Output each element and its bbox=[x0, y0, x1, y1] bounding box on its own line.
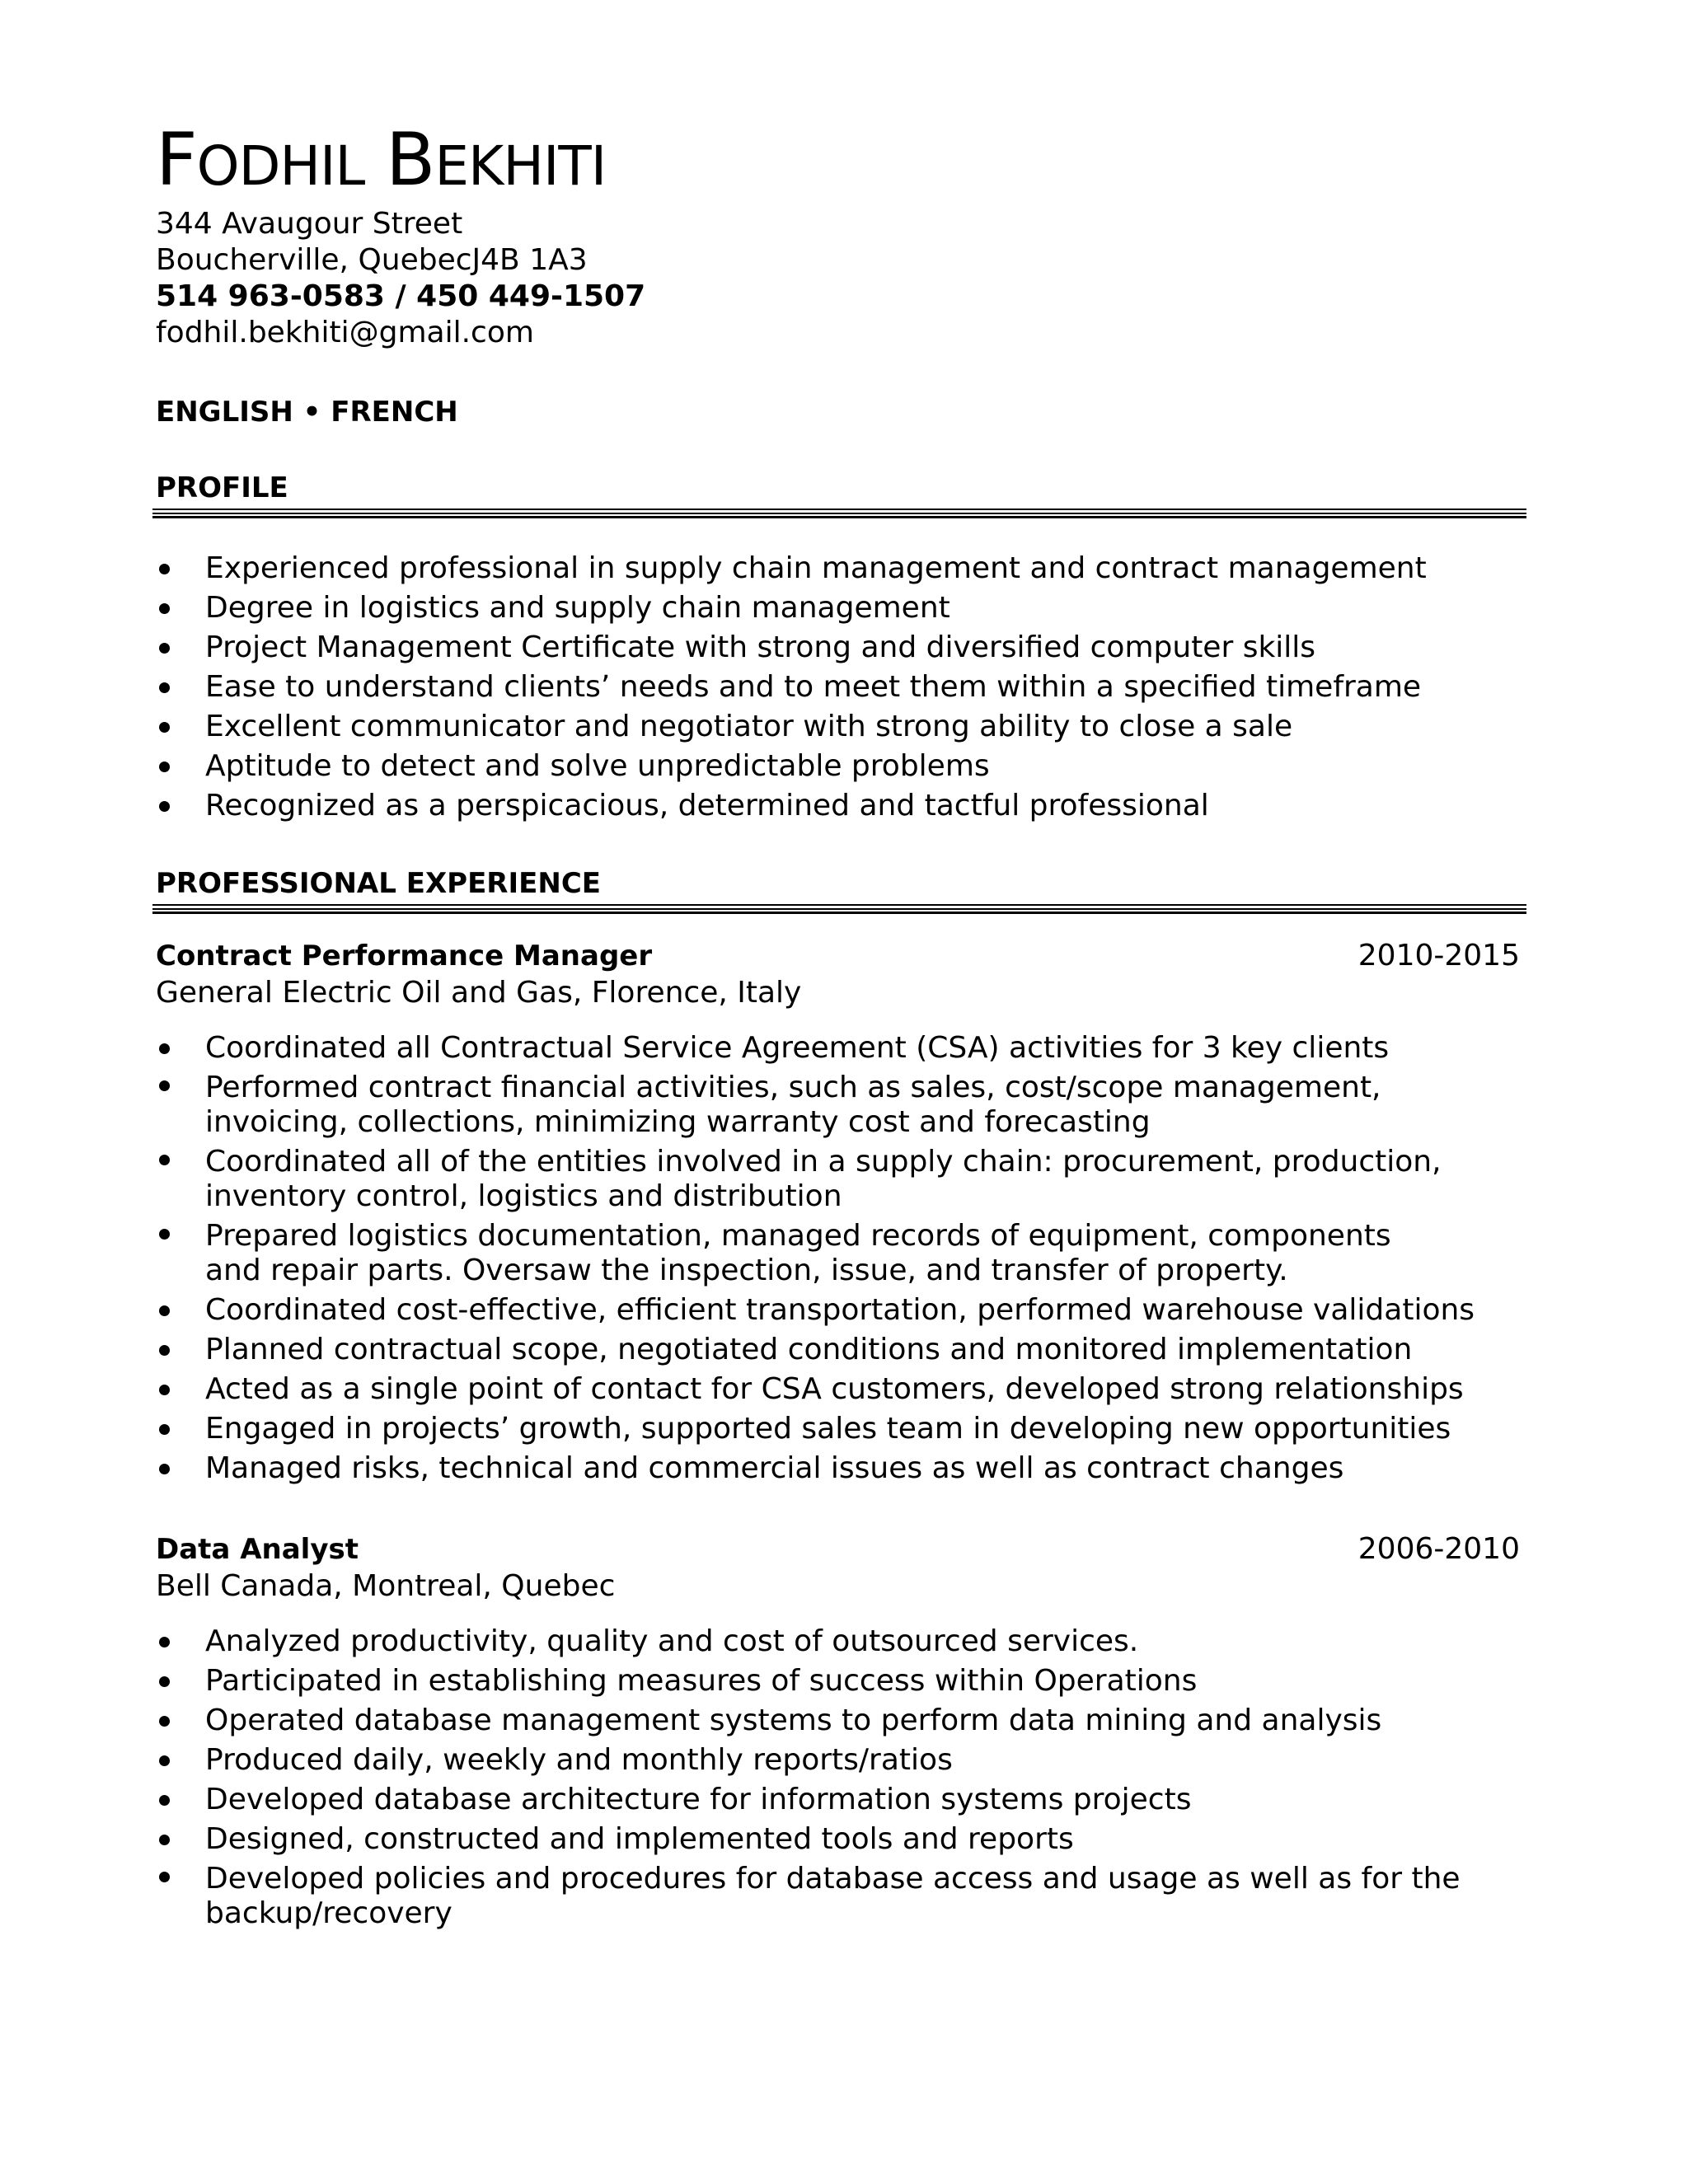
bullet-icon bbox=[159, 1305, 170, 1316]
bullet-icon bbox=[159, 1676, 170, 1687]
list-item bbox=[156, 1622, 1540, 1661]
list-item-text: Analyzed productivity, quality and cost of outsourced services. bbox=[205, 1624, 1139, 1658]
list-item-text: Developed policies and procedures for database access and usage as well as for the bbox=[205, 1862, 1461, 1896]
list-item bbox=[156, 1780, 1540, 1820]
bullet-icon bbox=[159, 1345, 170, 1356]
list-item-text: Recognized as a perspicacious, determined and tactful professional bbox=[205, 789, 1209, 823]
list-item bbox=[156, 588, 1540, 628]
list-item-text: Acted as a single point of contact for CSA customers, developed strong relationships bbox=[205, 1372, 1464, 1406]
phone-numbers: 514 963-0583 / 450 449-1507 bbox=[156, 279, 646, 313]
bullet-icon bbox=[159, 1637, 170, 1647]
bullet-icon bbox=[159, 1755, 170, 1766]
contact-block bbox=[156, 206, 645, 351]
list-item bbox=[156, 786, 1540, 826]
profile-list bbox=[156, 549, 1540, 826]
bullet-icon bbox=[159, 1872, 170, 1882]
bullet-icon bbox=[159, 1229, 170, 1240]
list-item-text: Participated in establishing measures of success within Operations bbox=[205, 1664, 1198, 1698]
bullet-icon bbox=[159, 722, 170, 733]
bullet-icon bbox=[159, 1043, 170, 1054]
list-item-text: Ease to understand clients’ needs and to meet them within a specified timeframe bbox=[205, 670, 1422, 704]
list-item-text: Developed database architecture for information systems projects bbox=[205, 1783, 1192, 1816]
list-item bbox=[156, 1701, 1540, 1741]
languages: ENGLISH • FRENCH bbox=[156, 396, 458, 429]
list-item bbox=[156, 1449, 1540, 1488]
list-item-text: Designed, constructed and implemented tools and reports bbox=[205, 1822, 1074, 1856]
experience-rule bbox=[152, 904, 1526, 914]
bullet-icon bbox=[159, 682, 170, 693]
list-item bbox=[156, 1330, 1540, 1370]
candidate-name bbox=[156, 117, 607, 202]
address-line-1: 344 Avaugour Street bbox=[156, 207, 463, 241]
job-dates: 2010-2015 bbox=[1357, 939, 1520, 972]
list-item-text: invoicing, collections, minimizing warranty cost and forecasting bbox=[205, 1105, 1151, 1139]
bullet-icon bbox=[159, 801, 170, 812]
job-title: Data Analyst bbox=[156, 1533, 359, 1566]
address-line-2: Boucherville, QuebecJ4B 1A3 bbox=[156, 243, 588, 277]
bullet-icon bbox=[159, 1424, 170, 1435]
bullet-icon bbox=[159, 564, 170, 574]
list-item-text: Project Management Certificate with strong and diversified computer skills bbox=[205, 630, 1316, 664]
list-item bbox=[156, 1142, 1540, 1216]
list-item-text: Excellent communicator and negotiator with strong ability to close a sale bbox=[205, 710, 1293, 743]
list-item bbox=[156, 1216, 1540, 1291]
job-company: Bell Canada, Montreal, Quebec bbox=[156, 1569, 616, 1603]
list-item bbox=[156, 1409, 1540, 1449]
email-address: fodhil.bekhiti@gmail.com bbox=[156, 316, 534, 349]
list-item-text: Engaged in projects’ growth, supported sales team in developing new opportunities bbox=[205, 1412, 1451, 1446]
list-item-text: Prepared logistics documentation, managed records of equipment, components bbox=[205, 1219, 1391, 1253]
list-item bbox=[156, 628, 1540, 668]
bullet-icon bbox=[159, 1080, 170, 1091]
bullet-icon bbox=[159, 1385, 170, 1395]
list-item bbox=[156, 1741, 1540, 1780]
list-item bbox=[156, 1370, 1540, 1409]
list-item bbox=[156, 1291, 1540, 1330]
list-item-text: Operated database management systems to perform data mining and analysis bbox=[205, 1704, 1382, 1737]
job-duties-list bbox=[156, 1029, 1540, 1488]
list-item-text: inventory control, logistics and distribution bbox=[205, 1179, 842, 1213]
profile-rule bbox=[152, 509, 1526, 518]
bullet-icon bbox=[159, 1795, 170, 1806]
list-item bbox=[156, 1859, 1540, 1933]
bullet-icon bbox=[159, 1155, 170, 1165]
bullet-icon bbox=[159, 1464, 170, 1474]
list-item-text: Coordinated cost-effective, efficient transportation, performed warehouse validations bbox=[205, 1293, 1475, 1327]
list-item-text: Experienced professional in supply chain management and contract management bbox=[205, 551, 1427, 585]
list-item bbox=[156, 1820, 1540, 1859]
bullet-icon bbox=[159, 603, 170, 614]
job-dates: 2006-2010 bbox=[1357, 1532, 1520, 1566]
list-item bbox=[156, 707, 1540, 747]
list-item-text: Coordinated all of the entities involved in a supply chain: procurement, production, bbox=[205, 1145, 1442, 1179]
name-last-rest: EKHITI bbox=[434, 134, 607, 198]
list-item bbox=[156, 549, 1540, 588]
bullet-icon bbox=[159, 643, 170, 654]
list-item-text: and repair parts. Oversaw the inspection, issue, and transfer of property. bbox=[205, 1254, 1288, 1287]
name-first-initial: F bbox=[156, 117, 197, 202]
list-item bbox=[156, 1661, 1540, 1701]
job-title: Contract Performance Manager bbox=[156, 940, 653, 972]
list-item-text: Produced daily, weekly and monthly reports/ratios bbox=[205, 1743, 953, 1777]
list-item bbox=[156, 1029, 1540, 1068]
name-first-rest: ODHIL bbox=[196, 134, 365, 198]
list-item bbox=[156, 668, 1540, 707]
bullet-icon bbox=[159, 1716, 170, 1727]
profile-heading: PROFILE bbox=[156, 471, 288, 504]
list-item-text: Aptitude to detect and solve unpredictable problems bbox=[205, 749, 990, 783]
job-duties-list bbox=[156, 1622, 1540, 1933]
experience-heading: PROFESSIONAL EXPERIENCE bbox=[156, 867, 601, 900]
job-company: General Electric Oil and Gas, Florence, Italy bbox=[156, 976, 802, 1010]
name-last-initial: B bbox=[385, 117, 435, 202]
list-item-text: Planned contractual scope, negotiated conditions and monitored implementation bbox=[205, 1333, 1413, 1366]
list-item bbox=[156, 1068, 1540, 1142]
list-item-text: backup/recovery bbox=[205, 1896, 452, 1930]
bullet-icon bbox=[159, 1835, 170, 1845]
bullet-icon bbox=[159, 762, 170, 772]
list-item-text: Managed risks, technical and commercial issues as well as contract changes bbox=[205, 1451, 1344, 1485]
list-item bbox=[156, 747, 1540, 786]
list-item-text: Degree in logistics and supply chain management bbox=[205, 591, 950, 625]
list-item-text: Coordinated all Contractual Service Agreement (CSA) activities for 3 key clients bbox=[205, 1031, 1390, 1065]
list-item-text: Performed contract financial activities, such as sales, cost/scope management, bbox=[205, 1071, 1381, 1104]
